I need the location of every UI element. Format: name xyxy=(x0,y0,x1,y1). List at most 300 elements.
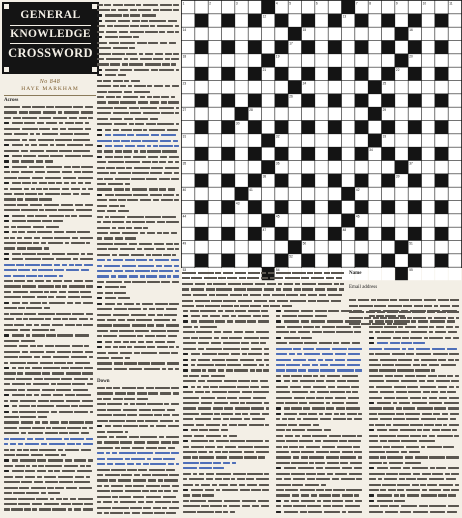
grid-cell[interactable] xyxy=(182,174,195,187)
grid-cell[interactable] xyxy=(422,81,435,94)
grid-cell[interactable] xyxy=(235,147,248,160)
grid-cell[interactable] xyxy=(422,187,435,200)
grid-cell[interactable] xyxy=(382,161,395,174)
grid-cell[interactable] xyxy=(435,54,448,67)
grid-cell[interactable] xyxy=(448,201,461,214)
grid-cell[interactable] xyxy=(235,67,248,80)
grid-cell[interactable] xyxy=(448,107,461,120)
grid-cell[interactable] xyxy=(328,107,341,120)
grid-cell[interactable] xyxy=(355,107,368,120)
grid-cell[interactable] xyxy=(408,187,421,200)
grid-cell[interactable] xyxy=(368,41,381,54)
grid-cell[interactable] xyxy=(235,227,248,240)
grid-cell[interactable] xyxy=(448,187,461,200)
grid-cell[interactable] xyxy=(222,134,235,147)
grid-cell[interactable] xyxy=(368,187,381,200)
grid-block xyxy=(302,147,315,160)
grid-cell[interactable] xyxy=(315,94,328,107)
grid-cell[interactable] xyxy=(288,134,301,147)
grid-cell[interactable] xyxy=(422,14,435,27)
grid-block xyxy=(382,254,395,267)
grid-cell[interactable] xyxy=(435,241,448,254)
grid-cell[interactable] xyxy=(195,27,208,40)
grid-cell[interactable] xyxy=(395,201,408,214)
grid-cell[interactable] xyxy=(182,14,195,27)
grid-cell[interactable] xyxy=(182,41,195,54)
grid-cell[interactable] xyxy=(195,187,208,200)
grid-cell[interactable] xyxy=(342,27,355,40)
grid-cell[interactable] xyxy=(368,14,381,27)
grid-cell[interactable] xyxy=(368,67,381,80)
grid-block xyxy=(222,121,235,134)
grid-block xyxy=(408,201,421,214)
grid-cell[interactable] xyxy=(422,254,435,267)
grid-cell[interactable] xyxy=(422,134,435,147)
grid-cell[interactable] xyxy=(408,1,421,14)
grid-cell[interactable] xyxy=(408,107,421,120)
grid-block xyxy=(328,201,341,214)
grid-cell[interactable] xyxy=(288,107,301,120)
grid-cell[interactable] xyxy=(288,214,301,227)
grid-cell[interactable] xyxy=(195,241,208,254)
grid-cell[interactable] xyxy=(368,214,381,227)
grid-cell[interactable] xyxy=(262,27,275,40)
grid-cell[interactable] xyxy=(382,214,395,227)
grid-clue-number: 28 xyxy=(249,108,253,113)
grid-cell[interactable] xyxy=(208,107,221,120)
grid-cell[interactable] xyxy=(248,81,261,94)
grid-cell[interactable] xyxy=(435,1,448,14)
grid-cell[interactable] xyxy=(315,174,328,187)
grid-cell[interactable] xyxy=(262,94,275,107)
grid-cell[interactable] xyxy=(355,54,368,67)
grid-cell[interactable] xyxy=(208,187,221,200)
grid-cell[interactable] xyxy=(395,121,408,134)
grid-cell[interactable] xyxy=(342,241,355,254)
grid-cell[interactable] xyxy=(448,67,461,80)
grid-cell[interactable] xyxy=(208,254,221,267)
grid-cell[interactable] xyxy=(315,214,328,227)
grid-cell[interactable] xyxy=(262,41,275,54)
grid-cell[interactable] xyxy=(422,161,435,174)
grid-cell[interactable] xyxy=(368,227,381,240)
grid-cell[interactable] xyxy=(435,27,448,40)
grid-cell[interactable] xyxy=(315,41,328,54)
grid-cell[interactable] xyxy=(288,187,301,200)
grid-cell[interactable] xyxy=(195,54,208,67)
grid-block xyxy=(342,214,355,227)
grid-block xyxy=(222,254,235,267)
grid-clue-number: 52 xyxy=(289,254,293,259)
grid-cell[interactable] xyxy=(368,201,381,214)
grid-cell[interactable] xyxy=(262,147,275,160)
grid-cell[interactable] xyxy=(342,54,355,67)
down-clues-column-4 xyxy=(276,308,362,515)
grid-cell[interactable] xyxy=(182,254,195,267)
grid-cell[interactable] xyxy=(422,94,435,107)
grid-cell[interactable] xyxy=(248,241,261,254)
grid-cell[interactable] xyxy=(315,107,328,120)
grid-cell[interactable] xyxy=(342,254,355,267)
grid-cell[interactable] xyxy=(195,107,208,120)
grid-cell[interactable] xyxy=(328,134,341,147)
grid-cell[interactable] xyxy=(222,187,235,200)
grid-block xyxy=(435,147,448,160)
grid-cell[interactable] xyxy=(448,147,461,160)
grid-cell[interactable] xyxy=(395,41,408,54)
grid-block xyxy=(435,121,448,134)
grid-cell[interactable] xyxy=(275,107,288,120)
grid-cell[interactable] xyxy=(235,41,248,54)
grid-cell[interactable] xyxy=(395,94,408,107)
grid-cell[interactable] xyxy=(342,161,355,174)
grid-cell[interactable] xyxy=(208,94,221,107)
grid-cell[interactable] xyxy=(248,1,261,14)
grid-cell[interactable] xyxy=(422,227,435,240)
grid-cell[interactable] xyxy=(262,121,275,134)
grid-cell[interactable] xyxy=(315,201,328,214)
grid-cell[interactable] xyxy=(342,41,355,54)
grid-cell[interactable] xyxy=(182,94,195,107)
grid-cell[interactable] xyxy=(315,121,328,134)
grid-cell[interactable] xyxy=(315,161,328,174)
grid-cell[interactable] xyxy=(328,54,341,67)
grid-cell[interactable] xyxy=(422,147,435,160)
grid-clue-number: 27 xyxy=(182,108,187,113)
grid-block xyxy=(395,27,408,40)
grid-cell[interactable] xyxy=(448,14,461,27)
grid-cell[interactable] xyxy=(328,214,341,227)
grid-cell[interactable] xyxy=(182,227,195,240)
grid-cell[interactable] xyxy=(248,54,261,67)
grid-cell[interactable] xyxy=(302,1,315,14)
grid-cell[interactable] xyxy=(382,27,395,40)
grid-cell[interactable] xyxy=(302,161,315,174)
grid-block xyxy=(355,67,368,80)
grid-cell[interactable] xyxy=(355,81,368,94)
grid-cell[interactable] xyxy=(368,161,381,174)
grid-cell[interactable] xyxy=(342,147,355,160)
grid-block xyxy=(435,94,448,107)
grid-cell[interactable] xyxy=(328,241,341,254)
grid-cell[interactable] xyxy=(408,81,421,94)
grid-cell[interactable] xyxy=(288,67,301,80)
grid-clue-number: 18 xyxy=(182,54,187,59)
grid-block xyxy=(302,41,315,54)
grid-cell[interactable] xyxy=(275,81,288,94)
grid-cell[interactable] xyxy=(315,227,328,240)
grid-cell[interactable] xyxy=(208,227,221,240)
grid-cell[interactable] xyxy=(208,54,221,67)
grid-cell[interactable] xyxy=(435,187,448,200)
grid-cell[interactable] xyxy=(395,254,408,267)
grid-cell[interactable] xyxy=(182,201,195,214)
grid-block xyxy=(262,214,275,227)
grid-cell[interactable] xyxy=(235,241,248,254)
grid-block xyxy=(222,14,235,27)
grid-cell[interactable] xyxy=(342,134,355,147)
grid-block xyxy=(275,147,288,160)
grid-cell[interactable] xyxy=(262,187,275,200)
grid-block xyxy=(368,81,381,94)
grid-cell[interactable] xyxy=(222,161,235,174)
grid-cell[interactable] xyxy=(342,107,355,120)
grid-cell[interactable] xyxy=(448,27,461,40)
grid-block xyxy=(195,254,208,267)
grid-cell[interactable] xyxy=(368,54,381,67)
grid-cell[interactable] xyxy=(355,241,368,254)
grid-clue-number: 53 xyxy=(182,268,187,273)
grid-cell[interactable] xyxy=(288,121,301,134)
grid-cell[interactable] xyxy=(342,174,355,187)
grid-cell[interactable] xyxy=(422,107,435,120)
grid-block xyxy=(275,201,288,214)
grid-cell[interactable] xyxy=(262,201,275,214)
grid-cell[interactable] xyxy=(262,81,275,94)
grid-cell[interactable] xyxy=(422,41,435,54)
grid-block xyxy=(302,67,315,80)
grid-cell[interactable] xyxy=(195,161,208,174)
grid-cell[interactable] xyxy=(448,214,461,227)
grid-cell[interactable] xyxy=(208,214,221,227)
grid-cell[interactable] xyxy=(208,81,221,94)
grid-cell[interactable] xyxy=(342,67,355,80)
grid-cell[interactable] xyxy=(288,14,301,27)
grid-cell[interactable] xyxy=(208,161,221,174)
grid-cell[interactable] xyxy=(342,201,355,214)
grid-cell[interactable] xyxy=(195,214,208,227)
grid-cell[interactable] xyxy=(382,1,395,14)
grid-cell[interactable] xyxy=(222,81,235,94)
grid-cell[interactable] xyxy=(368,241,381,254)
grid-cell[interactable] xyxy=(208,134,221,147)
grid-cell[interactable] xyxy=(448,134,461,147)
grid-cell[interactable] xyxy=(355,161,368,174)
grid-cell[interactable] xyxy=(275,241,288,254)
grid-cell[interactable] xyxy=(328,1,341,14)
grid-cell[interactable] xyxy=(195,134,208,147)
grid-cell[interactable] xyxy=(235,94,248,107)
grid-cell[interactable] xyxy=(328,81,341,94)
grid-cell[interactable] xyxy=(302,187,315,200)
grid-cell[interactable] xyxy=(342,94,355,107)
grid-cell[interactable] xyxy=(208,67,221,80)
grid-cell[interactable] xyxy=(302,54,315,67)
grid-cell[interactable] xyxy=(288,54,301,67)
grid-cell[interactable] xyxy=(182,67,195,80)
grid-clue-number: 30 xyxy=(235,121,240,126)
grid-cell[interactable] xyxy=(395,107,408,120)
grid-cell[interactable] xyxy=(315,27,328,40)
grid-cell[interactable] xyxy=(342,81,355,94)
grid-cell[interactable] xyxy=(328,27,341,40)
grid-cell[interactable] xyxy=(435,214,448,227)
grid-cell[interactable] xyxy=(422,241,435,254)
grid-cell[interactable] xyxy=(435,107,448,120)
grid-cell[interactable] xyxy=(208,121,221,134)
grid-cell[interactable] xyxy=(208,174,221,187)
grid-cell[interactable] xyxy=(448,54,461,67)
grid-cell[interactable] xyxy=(328,161,341,174)
grid-cell[interactable] xyxy=(208,27,221,40)
grid-cell[interactable] xyxy=(448,41,461,54)
crossword-title-banner xyxy=(2,2,99,74)
grid-cell[interactable] xyxy=(262,254,275,267)
grid-block xyxy=(382,41,395,54)
grid-cell[interactable] xyxy=(395,187,408,200)
grid-cell[interactable] xyxy=(315,241,328,254)
grid-cell[interactable] xyxy=(435,161,448,174)
grid-clue-number: 55 xyxy=(409,268,413,273)
grid-cell[interactable] xyxy=(235,81,248,94)
grid-cell[interactable] xyxy=(368,94,381,107)
grid-cell[interactable] xyxy=(235,14,248,27)
grid-cell[interactable] xyxy=(222,27,235,40)
grid-cell[interactable] xyxy=(422,27,435,40)
grid-cell[interactable] xyxy=(222,214,235,227)
grid-cell[interactable] xyxy=(448,81,461,94)
grid-block xyxy=(435,201,448,214)
grid-block xyxy=(382,67,395,80)
grid-clue-number: 50 xyxy=(302,241,307,246)
grid-cell[interactable] xyxy=(368,254,381,267)
grid-cell[interactable] xyxy=(395,14,408,27)
grid-block xyxy=(275,67,288,80)
grid-block xyxy=(275,14,288,27)
grid-cell[interactable] xyxy=(448,174,461,187)
grid-cell[interactable] xyxy=(222,241,235,254)
grid-cell[interactable] xyxy=(422,54,435,67)
grid-cell[interactable] xyxy=(448,227,461,240)
grid-cell[interactable] xyxy=(435,81,448,94)
grid-cell[interactable] xyxy=(315,54,328,67)
grid-cell[interactable] xyxy=(448,94,461,107)
grid-cell[interactable] xyxy=(222,1,235,14)
grid-cell[interactable] xyxy=(222,107,235,120)
grid-cell[interactable] xyxy=(368,121,381,134)
grid-block xyxy=(262,1,275,14)
grid-cell[interactable] xyxy=(448,254,461,267)
down-clues-column-5 xyxy=(369,308,459,515)
grid-cell[interactable] xyxy=(422,201,435,214)
grid-cell[interactable] xyxy=(208,14,221,27)
grid-cell[interactable] xyxy=(235,214,248,227)
grid-cell[interactable] xyxy=(195,81,208,94)
grid-block xyxy=(302,227,315,240)
grid-cell[interactable] xyxy=(355,27,368,40)
grid-cell[interactable] xyxy=(235,54,248,67)
grid-cell[interactable] xyxy=(235,174,248,187)
grid-cell[interactable] xyxy=(395,147,408,160)
grid-cell[interactable] xyxy=(422,121,435,134)
across-clues-column-2 xyxy=(97,2,179,372)
grid-cell[interactable] xyxy=(248,161,261,174)
clue-text-line xyxy=(97,366,179,371)
clue-text-line xyxy=(97,511,179,516)
grid-cell[interactable] xyxy=(208,41,221,54)
grid-cell[interactable] xyxy=(315,187,328,200)
grid-cell[interactable] xyxy=(422,174,435,187)
grid-cell[interactable] xyxy=(235,254,248,267)
grid-cell[interactable] xyxy=(302,134,315,147)
grid-cell[interactable] xyxy=(408,134,421,147)
grid-cell[interactable] xyxy=(395,227,408,240)
grid-cell[interactable] xyxy=(315,81,328,94)
grid-cell[interactable] xyxy=(288,227,301,240)
grid-block xyxy=(382,121,395,134)
grid-cell[interactable] xyxy=(422,214,435,227)
grid-cell[interactable] xyxy=(235,27,248,40)
grid-cell[interactable] xyxy=(288,174,301,187)
grid-cell[interactable] xyxy=(382,54,395,67)
grid-cell[interactable] xyxy=(235,161,248,174)
grid-cell[interactable] xyxy=(248,134,261,147)
grid-block xyxy=(355,14,368,27)
grid-cell[interactable] xyxy=(315,254,328,267)
grid-cell[interactable] xyxy=(435,134,448,147)
grid-cell[interactable] xyxy=(248,214,261,227)
grid-cell[interactable] xyxy=(288,147,301,160)
grid-cell[interactable] xyxy=(288,161,301,174)
grid-cell[interactable] xyxy=(302,107,315,120)
grid-cell[interactable] xyxy=(368,174,381,187)
grid-cell[interactable] xyxy=(422,67,435,80)
grid-cell[interactable] xyxy=(262,241,275,254)
grid-cell[interactable] xyxy=(182,147,195,160)
grid-clue-number: 22 xyxy=(395,68,400,73)
grid-cell[interactable] xyxy=(355,134,368,147)
grid-cell[interactable] xyxy=(395,134,408,147)
grid-block xyxy=(275,174,288,187)
grid-cell[interactable] xyxy=(315,134,328,147)
grid-block xyxy=(275,41,288,54)
grid-cell[interactable] xyxy=(262,107,275,120)
clue-text-line xyxy=(4,507,93,512)
grid-cell[interactable] xyxy=(448,121,461,134)
grid-cell[interactable] xyxy=(342,121,355,134)
grid-cell[interactable] xyxy=(275,27,288,40)
grid-cell[interactable] xyxy=(208,147,221,160)
grid-cell[interactable] xyxy=(448,241,461,254)
grid-cell[interactable] xyxy=(235,134,248,147)
grid-cell[interactable] xyxy=(395,81,408,94)
grid-block xyxy=(328,14,341,27)
grid-block xyxy=(302,121,315,134)
grid-cell[interactable] xyxy=(328,187,341,200)
grid-cell[interactable] xyxy=(302,214,315,227)
grid-clue-number: 38 xyxy=(262,174,267,179)
grid-cell[interactable] xyxy=(382,241,395,254)
grid-cell[interactable] xyxy=(408,214,421,227)
grid-cell[interactable] xyxy=(222,54,235,67)
grid-cell[interactable] xyxy=(315,14,328,27)
grid-cell[interactable] xyxy=(195,1,208,14)
grid-cell[interactable] xyxy=(182,121,195,134)
grid-clue-number: 34 xyxy=(369,148,373,153)
grid-cell[interactable] xyxy=(395,214,408,227)
grid-cell[interactable] xyxy=(448,161,461,174)
grid-cell[interactable] xyxy=(208,201,221,214)
grid-cell[interactable] xyxy=(288,201,301,214)
competition-instructions xyxy=(182,270,344,309)
grid-cell[interactable] xyxy=(382,187,395,200)
grid-cell[interactable] xyxy=(315,147,328,160)
grid-cell[interactable] xyxy=(315,67,328,80)
grid-cell[interactable] xyxy=(208,241,221,254)
grid-cell[interactable] xyxy=(248,27,261,40)
grid-cell[interactable] xyxy=(368,27,381,40)
grid-cell[interactable] xyxy=(275,187,288,200)
